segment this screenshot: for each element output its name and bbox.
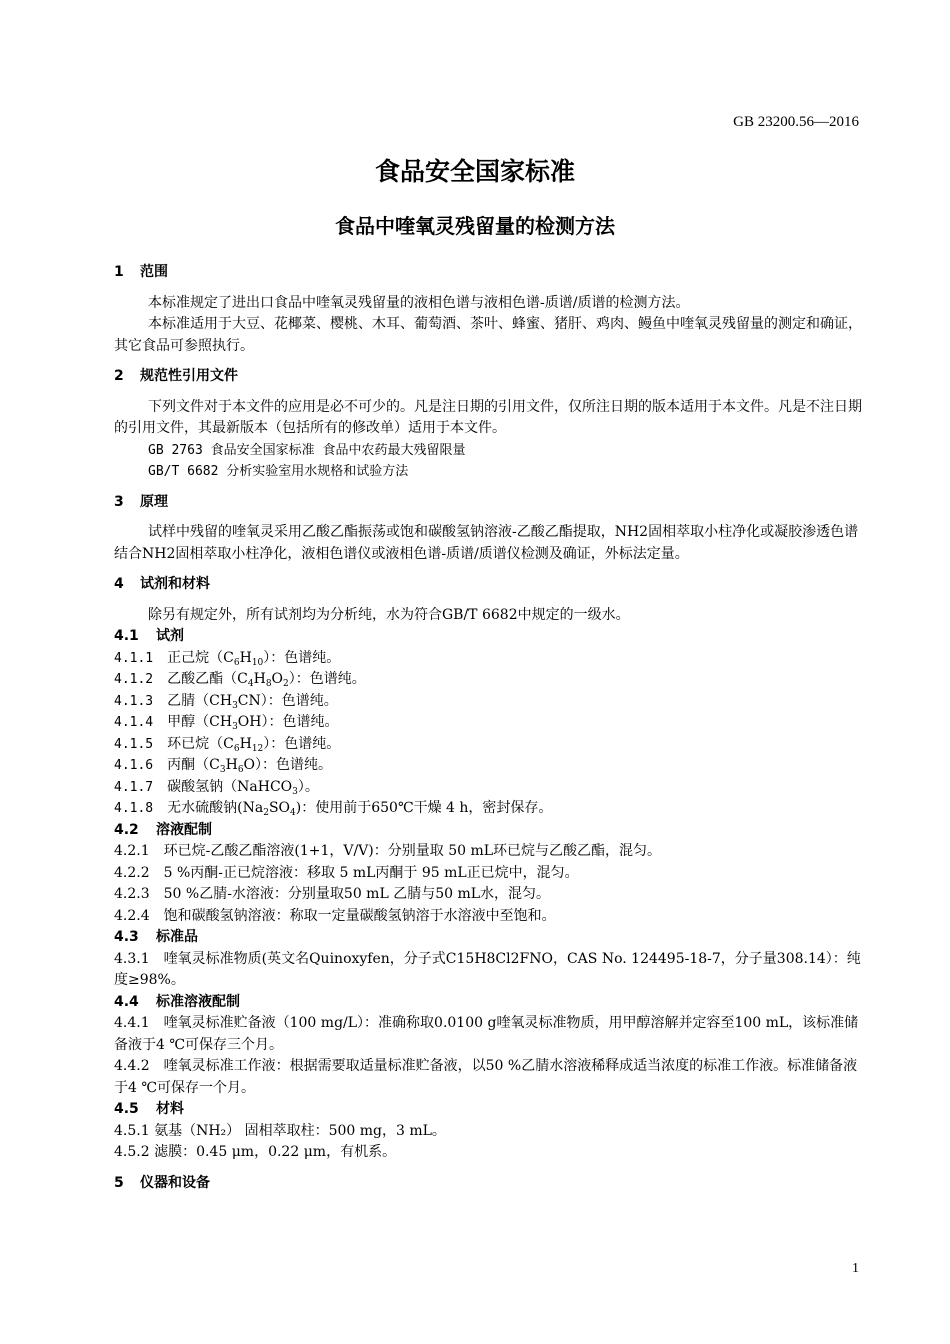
paragraph: 试样中残留的喹氧灵采用乙酸乙酯振荡或饱和碳酸氢钠溶液-乙酸乙酯提取，NH2固相萃取小柱净化或凝胶渗透色谱结合NH2固相萃取小柱净化，液相色谱仪或液相色谱-质谱/质谱仪检测及确证，外标法定量。 bbox=[114, 524, 859, 562]
reagent-item: 4.1.5 环已烷$(C_6H_{12})$：色谱纯。 bbox=[114, 735, 341, 754]
subsection-heading-4-3: 4.3 标准品 bbox=[114, 929, 198, 945]
reagent-item: 4.1.4 甲醇$(CH_3OH)$：色谱纯。 bbox=[114, 714, 339, 732]
paragraph: 除另有规定外，所有试剂均为分析纯，水为符合GB/T 6682中规定的一级水。 bbox=[148, 606, 630, 623]
standard-solution-item: 4.4.2 喹氧灵标准工作液：根据需要取适量标准贮备液，以50 %乙腈水溶液稀释成适当浓度的标准工作液。标准储备液于4 ℃可保存一个月。 bbox=[114, 1058, 858, 1096]
material-item: 4.5.2 滤膜：0.45 μm，0.22 μm，有机系。 bbox=[114, 1144, 397, 1160]
section-heading-2: 2 规范性引用文件 bbox=[114, 368, 238, 384]
reagent-item: 4.1.6 丙酮$(C_3H_6O)$：色谱纯。 bbox=[114, 757, 333, 775]
paragraph: 本标准适用于大豆、花椰菜、樱桃、木耳、葡萄酒、茶叶、蜂蜜、猪肝、鸡肉、鳗鱼中喹氧灵残留量的测定和确证，其它食品可参照执行。 bbox=[114, 316, 862, 354]
section-heading-3: 3 原理 bbox=[114, 493, 168, 510]
section-heading-5: 5 仪器和设备 bbox=[114, 1174, 210, 1191]
section-heading-4: 4 试剂和材料 bbox=[114, 576, 210, 592]
subsection-heading-4-4: 4.4 标准溶液配制 bbox=[114, 993, 240, 1010]
paragraph: 本标准规定了进出口食品中喹氧灵残留量的液相色谱与液相色谱-质谱/质谱的检测方法。 bbox=[148, 294, 690, 311]
reagent-item: 4.1.7 碳酸氢钠（NaHCO$_3$）。 bbox=[114, 778, 319, 797]
standard-code: GB 23200.56—2016 bbox=[733, 114, 859, 130]
reference-item: GB/T 6682 分析实验室用水规格和试验方法 bbox=[148, 464, 409, 479]
subsection-heading-4-2: 4.2 溶液配制 bbox=[114, 821, 212, 838]
standard-item: 4.3.1 喹氧灵标准物质(英文名Quinoxyfen，分子式C15H8Cl2FNO，CAS No. 124495-18-7，分子量308.14）：纯度≥98%。 bbox=[114, 950, 861, 988]
reagent-item: 4.1.8 无水硫酸钠$(Na_2SO_4)$：使用前于650℃干燥 4 h，密封保存。 bbox=[114, 800, 553, 818]
solution-item: 4.2.3 50 %乙腈-水溶液：分别量取50 mL 乙腈与50 mL水，混匀。 bbox=[114, 886, 551, 902]
standard-solution-item: 4.4.1 喹氧灵标准贮备液（100 mg/L）：准确称取0.0100 g喹氧灵标准物质，用甲醇溶解并定容至100 mL，该标准储备液于4 ℃可保存三个月。 bbox=[114, 1015, 859, 1053]
reagent-item: 4.1.3 乙腈$(CH_3CN)$：色谱纯。 bbox=[114, 692, 338, 711]
reagent-item: 4.1.1 正己烷$(C_6H_{10})$：色谱纯。 bbox=[114, 649, 341, 668]
subsection-heading-4-1: 4.1 试剂 bbox=[114, 628, 184, 644]
page-number: 1 bbox=[852, 1261, 859, 1276]
material-item: 4.5.1 氨基（NH₂） 固相萃取柱：500 mg，3 mL。 bbox=[114, 1122, 446, 1139]
reference-item: GB 2763 食品安全国家标准 食品中农药最大残留限量 bbox=[148, 442, 466, 458]
paragraph: 下列文件对于本文件的应用是必不可少的。凡是注日期的引用文件，仅所注日期的版本适用于本文件。凡是不注日期的引用文件，其最新版本（包括所有的修改单）适用于本文件。 bbox=[114, 398, 862, 436]
subsection-heading-4-5: 4.5 材料 bbox=[114, 1101, 184, 1117]
solution-item: 4.2.2 5 %丙酮-正已烷溶液：移取 5 mL丙酮于 95 mL正已烷中，混匀。 bbox=[114, 864, 579, 881]
section-heading-1: 1 范围 bbox=[114, 264, 168, 280]
sub-title: 食品中喹氧灵残留量的检测方法 bbox=[335, 214, 615, 238]
solution-item: 4.2.1 环已烷-乙酸乙酯溶液(1+1，V/V)：分别量取 50 mL环已烷与乙酸乙酯，混匀。 bbox=[114, 843, 662, 859]
reagent-item: 4.1.2 乙酸乙酯$(C_4H_8O_2)$：色谱纯。 bbox=[114, 671, 366, 689]
solution-item: 4.2.4 饱和碳酸氢钠溶液：称取一定量碳酸氢钠溶于水溶液中至饱和。 bbox=[114, 907, 556, 924]
document-body bbox=[114, 262, 862, 1194]
main-title: 食品安全国家标准 bbox=[374, 157, 575, 186]
